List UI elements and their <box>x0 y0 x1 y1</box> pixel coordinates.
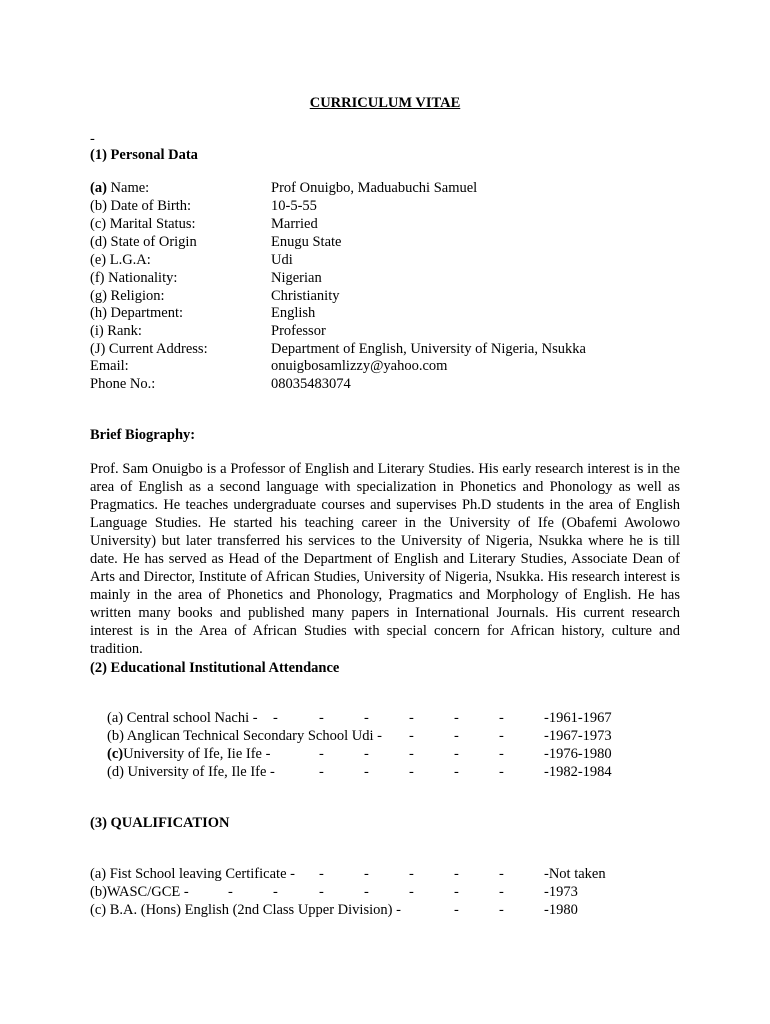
leader-dash: - <box>499 728 504 744</box>
personal-data-label: Email: <box>90 358 129 374</box>
qualification-label: (b)WASC/GCE - <box>90 884 189 900</box>
personal-data-label <box>90 179 149 197</box>
qualification-row <box>0 901 770 919</box>
qualification-result: -1973 <box>544 884 578 900</box>
leader-dash: - <box>409 866 414 882</box>
leader-dash: - <box>273 884 278 900</box>
leader-dash: - <box>499 884 504 900</box>
personal-data-label: (f) Nationality: <box>90 270 178 286</box>
personal-data-label: (J) Current Address: <box>90 341 208 357</box>
personal-data-label: Phone No.: <box>90 376 156 392</box>
leader-dash: - <box>499 710 504 726</box>
biography-text: Prof. Sam Onuigbo is a Professor of English and Literary Studies. His early research interest is in the area of English as a second language with specialization in Phonetics and Phonology as well as Pragmatics. He teaches undergraduate courses and supervises Ph.D students in the area of English Language Studies. He started his teaching career in the University of Ife (Obafemi Awolowo University) but later transferred his services to the University of Nigeria, Nsukka where he is till date. He has served as Head of the Department of English and Literary Studies, Associate Dean of Arts and Director, Institute of African Studies, University of Nigeria, Nsukka. His research interest is mainly in the area of Phonetics and Phonology, Pragmatics and Morphology of English. He has written many books and published many papers in International Journals. His current research interest is in the Area of African Studies with special concern for African history, culture and tradition. <box>90 461 680 657</box>
education-row <box>0 745 770 763</box>
leader-dash: - <box>409 746 414 762</box>
education-label: (d) University of Ife, Ile Ife - <box>107 764 275 780</box>
education-row <box>0 727 770 745</box>
personal-data-value: English <box>271 305 316 321</box>
leader-dash: - <box>364 710 369 726</box>
personal-data-value: Christianity <box>271 288 340 304</box>
personal-data-value: 10-5-55 <box>271 198 317 214</box>
leader-dash: - <box>364 866 369 882</box>
leader-dash: - <box>319 866 324 882</box>
leader-dash: - <box>409 710 414 726</box>
personal-data-label: (h) Department: <box>90 305 184 321</box>
leader-dash: - <box>319 884 324 900</box>
stray-mark: - <box>90 131 95 147</box>
leader-dash: - <box>454 746 459 762</box>
personal-data-label: (g) Religion: <box>90 288 165 304</box>
education-years: -1961-1967 <box>544 710 612 726</box>
row-prefix: (c) <box>107 746 124 762</box>
qualification-row <box>0 865 770 883</box>
row-prefix: (a) <box>90 180 107 196</box>
education-heading: (2) Educational Institutional Attendance <box>90 660 340 676</box>
leader-dash: - <box>454 764 459 780</box>
qualification-heading: (3) QUALIFICATION <box>90 815 230 831</box>
leader-dash: - <box>409 884 414 900</box>
qualification-result: -Not taken <box>544 866 606 882</box>
personal-data-label: (c) Marital Status: <box>90 216 196 232</box>
leader-dash: - <box>499 746 504 762</box>
leader-dash: - <box>499 764 504 780</box>
qualification-label: (c) B.A. (Hons) English (2nd Class Upper Division) - <box>90 902 401 918</box>
personal-data-label: (b) Date of Birth: <box>90 198 192 214</box>
leader-dash: - <box>228 884 233 900</box>
leader-dash: - <box>454 884 459 900</box>
phone-value: 08035483074 <box>271 376 351 392</box>
education-years: -1982-1984 <box>544 764 612 780</box>
education-label <box>107 745 271 763</box>
leader-dash: - <box>319 764 324 780</box>
leader-dash: - <box>454 866 459 882</box>
education-label: (b) Anglican Technical Secondary School Udi - <box>107 728 382 744</box>
qualification-row <box>0 883 770 901</box>
personal-data-label: (d) State of Origin <box>90 234 197 250</box>
personal-data-label: (i) Rank: <box>90 323 142 339</box>
personal-data-value: Prof Onuigbo, Maduabuchi Samuel <box>271 180 478 196</box>
biography-heading: Brief Biography: <box>90 427 196 443</box>
email-value[interactable]: onuigbosamlizzy@yahoo.com <box>271 358 448 374</box>
page-title: CURRICULUM VITAE <box>309 95 461 111</box>
leader-dash: - <box>319 746 324 762</box>
leader-dash: - <box>409 728 414 744</box>
leader-dash: - <box>454 710 459 726</box>
leader-dash: - <box>273 710 278 726</box>
education-row <box>0 709 770 727</box>
education-row <box>0 763 770 781</box>
leader-dash: - <box>364 884 369 900</box>
row-label-text: University of Ife, Iie Ife - <box>123 746 271 762</box>
personal-data-value: Udi <box>271 252 293 268</box>
leader-dash: - <box>364 746 369 762</box>
leader-dash: - <box>409 764 414 780</box>
personal-data-value: Professor <box>271 323 326 339</box>
personal-data-heading: (1) Personal Data <box>90 147 198 163</box>
personal-data-value: Department of English, University of Nigeria, Nsukka <box>271 341 586 357</box>
education-label: (a) Central school Nachi - <box>107 710 258 726</box>
education-years: -1976-1980 <box>544 746 612 762</box>
personal-data-value: Nigerian <box>271 270 322 286</box>
leader-dash: - <box>319 710 324 726</box>
leader-dash: - <box>454 728 459 744</box>
leader-dash: - <box>454 902 459 918</box>
leader-dash: - <box>499 902 504 918</box>
personal-data-label: (e) L.G.A: <box>90 252 151 268</box>
personal-data-value: Married <box>271 216 318 232</box>
row-label-text: Name: <box>106 180 150 196</box>
leader-dash: - <box>364 764 369 780</box>
qualification-result: -1980 <box>544 902 578 918</box>
personal-data-value: Enugu State <box>271 234 342 250</box>
leader-dash: - <box>499 866 504 882</box>
education-years: -1967-1973 <box>544 728 612 744</box>
qualification-label: (a) Fist School leaving Certificate - <box>90 866 295 882</box>
